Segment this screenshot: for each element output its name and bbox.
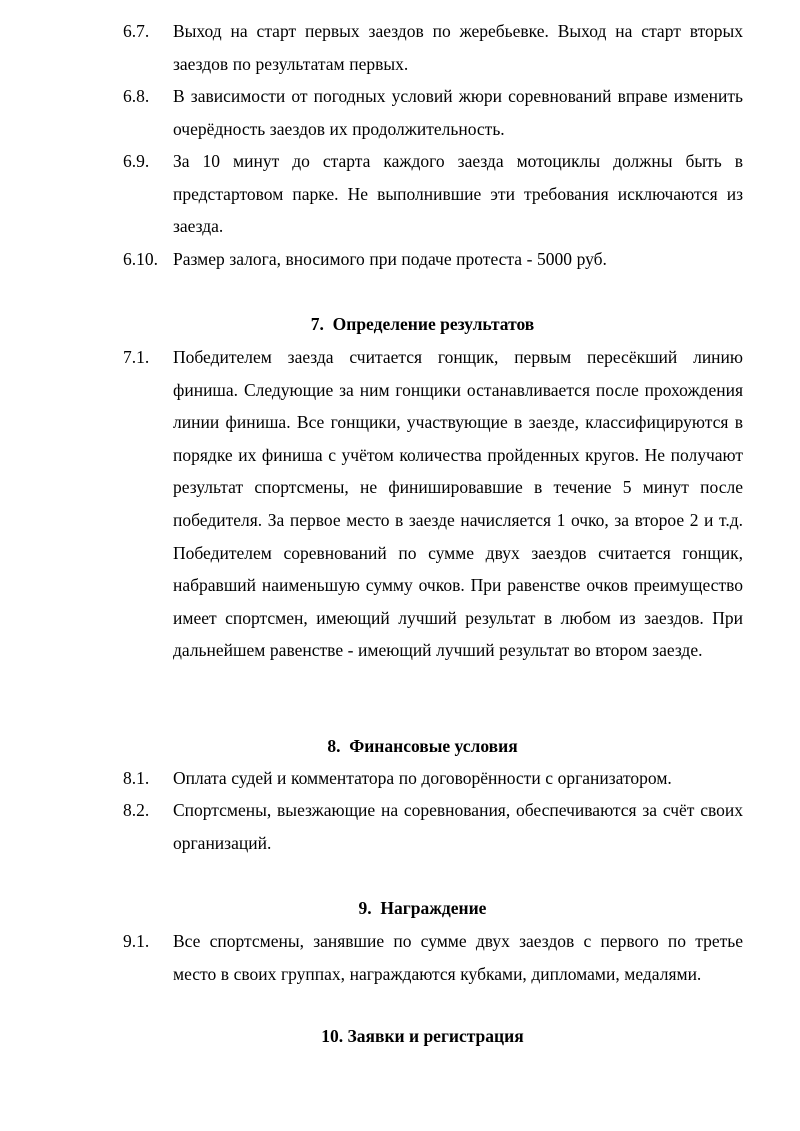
section-heading-10: 10. Заявки и регистрация xyxy=(321,1026,524,1046)
clause-text: Оплата судей и комментатора по договорённости с организатором. xyxy=(173,768,672,788)
clause-text: Размер залога, вносимого при подаче протеста - 5000 руб. xyxy=(173,249,607,269)
clause-text: В зависимости от погодных условий жюри соревнований вправе изменить очерёдность заездов их продолжительность. xyxy=(173,86,743,139)
clause-number: 6.7. xyxy=(123,21,150,41)
section-heading-7: 7. Определение результатов xyxy=(310,314,535,334)
section-heading-8: 8. Финансовые условия xyxy=(327,736,518,756)
clause-number: 6.8. xyxy=(123,86,150,106)
clause-text: За 10 минут до старта каждого заезда мотоциклы должны быть в предстартовом парке. Не выполнившие эти требования исключаются из заезда. xyxy=(173,151,743,237)
clause-number: 6.10. xyxy=(123,249,158,269)
clause-number: 8.1. xyxy=(123,768,150,788)
clause-number: 9.1. xyxy=(123,931,150,951)
clause-text: Все спортсмены, занявшие по сумме двух заездов с первого по третье место в своих группах, награждаются кубками, дипломами, медалями. xyxy=(173,931,743,984)
clause-text: Победителем заезда считается гонщик, первым пересёкший линию финиша. Следующие за ним гонщики останавливается после прохождения линии финиша. Все гонщики, участвующие в заезде, классифицируются в порядке их финиша с учётом количества пройденных кругов. Не получают результат спортсмены, не финишировавшие в течение 5 минут после победителя. За первое место в заезде начисляется 1 очко, за второе 2 и т.д. Победителем соревнований по сумме двух заездов считается гонщик, набравший наименьшую сумму очков. При равенстве очков преимущество имеет спортсмен, имеющий лучший результат в любом из заездов. При дальнейшем равенстве - имеющий лучший результат во втором заезде. xyxy=(173,347,743,661)
clause-number: 7.1. xyxy=(123,347,150,367)
clause-number: 6.9. xyxy=(123,151,150,171)
clause-number: 8.2. xyxy=(123,800,150,820)
clause-text: Спортсмены, выезжающие на соревнования, обеспечиваются за счёт своих организаций. xyxy=(173,800,743,853)
section-heading-9: 9. Награждение xyxy=(358,898,487,918)
clause-text: Выход на старт первых заездов по жеребьевке. Выход на старт вторых заездов по результатам первых. xyxy=(173,21,743,74)
